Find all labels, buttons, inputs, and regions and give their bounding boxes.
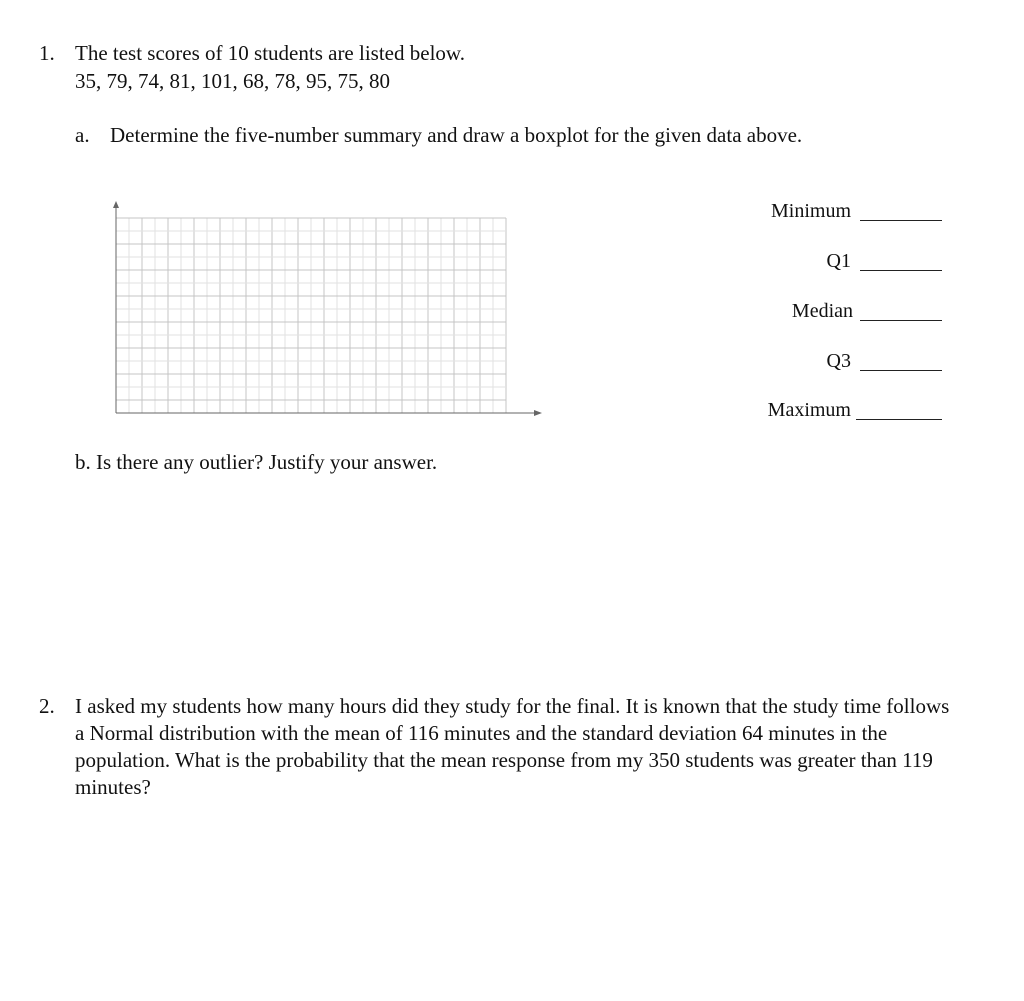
minimum-answer-blank[interactable]: [860, 220, 942, 221]
summary-label-minimum: Minimum: [770, 200, 851, 222]
summary-label-median: Median: [791, 300, 853, 322]
question-2-number: 2.: [39, 694, 55, 718]
question-1-prompt: The test scores of 10 students are listed below.: [75, 41, 465, 65]
part-b-question: b. Is there any outlier? Justify your answer.: [75, 450, 438, 474]
question-1-number: 1.: [39, 41, 55, 65]
y-axis-arrow-icon: [113, 201, 119, 208]
part-a-instructions: Determine the five-number summary and draw a boxplot for the given data above.: [110, 123, 803, 147]
part-a-letter: a.: [75, 123, 90, 147]
summary-label-maximum: Maximum: [767, 399, 851, 421]
test-scores-data: 35, 79, 74, 81, 101, 68, 78, 95, 75, 80: [75, 69, 390, 93]
maximum-answer-blank[interactable]: [856, 419, 942, 420]
question-2-text: I asked my students how many hours did they study for the final. It is known that the study time follows a Normal distribution with the mean of 116 minutes and the standard deviation 64 minutes in the population. What is the probability that the mean response from my 350 students was greater than 119 minutes?: [75, 694, 950, 799]
median-answer-blank[interactable]: [860, 320, 942, 321]
q3-answer-blank[interactable]: [860, 370, 942, 371]
x-axis-arrow-icon: [534, 410, 542, 416]
summary-label-q3: Q3: [826, 350, 851, 372]
boxplot-grid[interactable]: [100, 198, 550, 423]
summary-label-q1: Q1: [826, 250, 851, 272]
q1-answer-blank[interactable]: [860, 270, 942, 271]
grid-lines: [116, 218, 506, 413]
